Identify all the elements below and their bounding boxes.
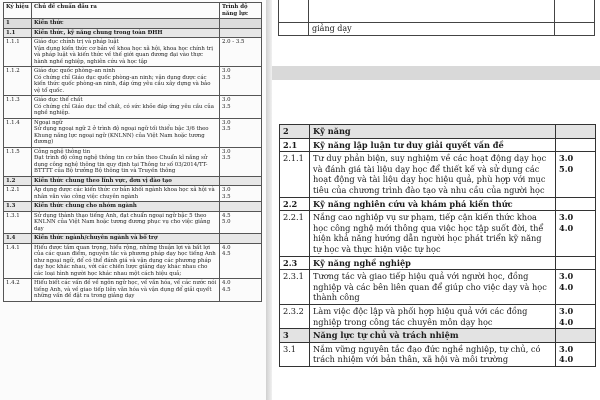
table-row xyxy=(280,270,596,305)
right-top-table xyxy=(278,0,595,36)
row-level: 3.0 3.5 xyxy=(220,96,262,119)
left-page xyxy=(0,0,266,400)
row-body: Vận dụng kiến thức cơ bản về khoa học xã hội, khoa học chính trị và pháp luật và kiến thức về thế giới quan đương đại vào thực hành nghề nghiệp, nghiên cứu và học tập xyxy=(34,45,213,65)
row-content xyxy=(32,67,220,96)
row-code: 3.1 xyxy=(280,342,310,366)
row-code: 1.1.1 xyxy=(4,38,32,67)
row-body: Có chứng chỉ Giáo dục quốc phòng-an ninh; vận dụng được các kiến thức quốc phòng-an ninh, đáp ứng yêu cầu xây dựng và bảo vệ tổ quốc. xyxy=(34,74,211,94)
row-code: 1.3 xyxy=(4,202,32,212)
row-content xyxy=(32,186,220,202)
row-title: Công nghệ thông tin xyxy=(34,148,91,155)
row-text: Kỹ năng nghiên cứu và khám phá kiến thức xyxy=(310,197,556,211)
table-row xyxy=(280,329,596,343)
table-row xyxy=(280,138,596,152)
row-code: 1.2.1 xyxy=(4,186,32,202)
left-outcomes-table xyxy=(3,2,262,302)
row-text: Nắng cao nghiệp vụ sư phạm, tiếp cận kiến thức khoa học công nghệ mới thông qua việc học tập suốt đời, thể hiện khả năng hướng dẫn người học phát triển kỹ năng tự học và thực hiện việc tự học xyxy=(310,211,556,256)
row-text: Tương tác và giao tiếp hiệu quả với người học, đồng nghiệp và các bên liên quan để giúp cho việc dạy và học thành công xyxy=(310,270,556,305)
row-text: Làm việc độc lập và phối hợp hiệu quả với các đồng nghiệp trong công tác chuyên môn dạy học xyxy=(310,304,556,328)
row-code: 2.1.1 xyxy=(280,152,310,197)
row-title: Kiến thức xyxy=(34,20,64,26)
row-code: 1.1.5 xyxy=(4,147,32,176)
row-code: 2.2.1 xyxy=(280,211,310,256)
table-row xyxy=(4,19,262,29)
row-level: 3.0 4.0 xyxy=(556,270,596,305)
row-code: 1.1.4 xyxy=(4,118,32,147)
row-code xyxy=(279,23,309,36)
col-level-header: Trình độ năng lực xyxy=(220,3,262,19)
row-text: giảng dạy xyxy=(309,23,555,36)
row-level: 4.0 4.5 xyxy=(220,279,262,302)
row-level: 4.5 5.0 xyxy=(220,211,262,234)
table-row xyxy=(280,197,596,211)
table-row xyxy=(4,96,262,119)
row-content xyxy=(32,176,220,186)
row-text: Nắm vững nguyên tắc đạo đức nghề nghiệp, tự chủ, có trách nhiệm với bản thân, xã hội và môi trường xyxy=(310,342,556,366)
row-title: Giáo dục thể chất xyxy=(34,97,83,103)
row-text: Kỹ năng nghề nghiệp xyxy=(310,256,556,270)
row-level xyxy=(220,176,262,186)
row-code: 1.4.2 xyxy=(4,279,32,302)
row-level xyxy=(220,202,262,212)
row-level xyxy=(556,256,596,270)
row-body: Đạt trình độ công nghệ thông tin cơ bản theo Chuẩn kĩ năng sử dụng công nghệ thông tin quy định tại Thông tư số 03/2014/TT-BTTTT của Bộ trưởng Bộ thông tin và Truyền thông xyxy=(34,155,208,174)
table-row xyxy=(4,28,262,38)
row-code: 2.3 xyxy=(280,256,310,270)
table-row xyxy=(280,152,596,197)
row-code: 2.2 xyxy=(280,197,310,211)
row-level: 4.0 4.5 xyxy=(220,243,262,279)
col-text-header: Chủ đề chuẩn đầu ra xyxy=(32,3,220,19)
right-page xyxy=(272,80,600,400)
left-table-header xyxy=(4,3,262,19)
row-code: 1.1.3 xyxy=(4,96,32,119)
page-gap xyxy=(272,48,600,66)
row-level xyxy=(556,197,596,211)
row-content xyxy=(32,211,220,234)
row-level: 2.0 - 3.5 xyxy=(220,38,262,67)
table-row xyxy=(280,256,596,270)
right-outcomes-table xyxy=(279,124,596,367)
table-row xyxy=(280,125,596,139)
row-level xyxy=(220,19,262,29)
table-row xyxy=(280,211,596,256)
row-level xyxy=(556,138,596,152)
row-code: 2.3.2 xyxy=(280,304,310,328)
row-content xyxy=(32,202,220,212)
row-content xyxy=(32,96,220,119)
table-row xyxy=(4,38,262,67)
row-title: Kiến thức, kỹ năng chung trong toàn ĐHH xyxy=(34,29,163,36)
row-title: Hiểu biết các vấn đề về ngôn ngữ học, về văn hóa, về các nước nói tiếng Anh, và về giao tiếp liên văn hóa và vận dụng để giải quyết những vấn đề đặt ra trong giảng dạy xyxy=(34,280,217,299)
row-level: 3.0 3.5 xyxy=(220,147,262,176)
row-level: 3.0 5.0 xyxy=(556,152,596,197)
row-title: Kiến thức chung theo lĩnh vực, đơn vị đào tạo xyxy=(34,177,172,184)
row-title: Ngoại ngữ xyxy=(34,119,63,126)
row-code: 1.1 xyxy=(4,28,32,38)
page-separator-band xyxy=(272,66,600,80)
row-text: Kỹ năng lập luận tư duy giải quyết vấn đề xyxy=(310,138,556,152)
table-row xyxy=(280,304,596,328)
table-row xyxy=(279,23,595,36)
row-code: 2.3.1 xyxy=(280,270,310,305)
table-row xyxy=(4,176,262,186)
row-code: 1.3.1 xyxy=(4,211,32,234)
row-content xyxy=(32,118,220,147)
row-level xyxy=(556,125,596,139)
row-level: 3.0 4.0 xyxy=(556,304,596,328)
row-text: Tư duy phản biện, suy nghiệm về các hoạt động dạy học và đánh giá tài liệu dạy học để thiết kế và sử dụng các hoạt động và tài liệu dạy học hiệu quả, phù hợp với mục tiêu của chương trình đào tạo và nhu cầu của người học xyxy=(310,152,556,197)
row-content xyxy=(32,38,220,67)
row-code: 3 xyxy=(280,329,310,343)
table-row xyxy=(280,342,596,366)
row-content xyxy=(32,234,220,244)
row-level xyxy=(555,23,595,36)
col-code-header: Ký hiệu xyxy=(4,3,32,19)
table-row xyxy=(4,67,262,96)
row-level: 3.0 3.5 xyxy=(220,118,262,147)
table-row xyxy=(4,202,262,212)
table-row xyxy=(4,243,262,279)
row-code: 2 xyxy=(280,125,310,139)
row-body: Sử dụng ngoại ngữ 2 ở trình độ ngoại ngữ tối thiểu bậc 3/6 theo Khung năng lực ngoại ngữ (KNLNN) của Việt Nam hoặc tương đương) xyxy=(34,126,209,145)
row-level xyxy=(220,28,262,38)
table-row xyxy=(4,186,262,202)
row-code: 1.4 xyxy=(4,234,32,244)
row-code: 1.1.2 xyxy=(4,67,32,96)
row-content xyxy=(32,147,220,176)
row-content xyxy=(32,28,220,38)
row-code: 1.4.1 xyxy=(4,243,32,279)
right-top-fragment xyxy=(272,0,600,48)
row-code: 2.1 xyxy=(280,138,310,152)
table-row xyxy=(4,211,262,234)
row-text: Kỹ năng xyxy=(310,125,556,139)
table-row xyxy=(4,147,262,176)
table-row xyxy=(279,0,595,23)
row-level: 3.0 3.5 xyxy=(220,67,262,96)
table-row xyxy=(4,234,262,244)
table-row xyxy=(4,279,262,302)
row-title: Giáo dục quốc phòng–an ninh xyxy=(34,68,116,74)
row-code: 1.2 xyxy=(4,176,32,186)
row-body: Có chứng chỉ Giáo dục thể chất, có sức khỏe đáp ứng yêu cầu của nghề nghiệp. xyxy=(34,103,214,116)
row-level: 3.0 4.0 xyxy=(556,342,596,366)
row-title: Kiến thức chung cho nhóm ngành xyxy=(34,203,137,209)
row-code: 1 xyxy=(4,19,32,29)
row-level: 3.0 3.5 xyxy=(220,186,262,202)
row-title: Kiến thức ngành/chuyên ngành và bổ trợ xyxy=(34,235,158,241)
row-level: 3.0 4.0 xyxy=(556,211,596,256)
row-level xyxy=(220,234,262,244)
row-text: Năng lực tự chủ và trách nhiệm xyxy=(310,329,556,343)
row-level xyxy=(556,329,596,343)
row-content xyxy=(32,243,220,279)
row-title: Hiểu được tầm quan trọng, hiểu rộng, những thuận lợi và bất lợi của các quan điểm, nguyên tắc và phương pháp dạy học tiếng Anh như ngoại ngữ, để có thể đánh giá và vận dụng các phương pháp dạy học khác nhau, với các chiến lược giảng dạy khác nhau cho các loại hình người học khác nhau một cách hiệu quả; xyxy=(34,244,216,277)
table-row xyxy=(4,118,262,147)
row-title: Sử dụng thành thạo tiếng Anh, đạt chuẩn ngoại ngữ bậc 5 theo KNLNN của Việt Nam hoặc tương đương phục vụ cho việc giảng dạy xyxy=(34,212,211,232)
row-content xyxy=(32,279,220,302)
row-content xyxy=(32,19,220,29)
row-title: Áp dụng được các kiến thức cơ bản khối ngành khoa học xã hội và nhân văn vào công việc chuyên ngành xyxy=(34,187,215,200)
row-title: Giáo dục chính trị và pháp luật xyxy=(34,39,119,45)
